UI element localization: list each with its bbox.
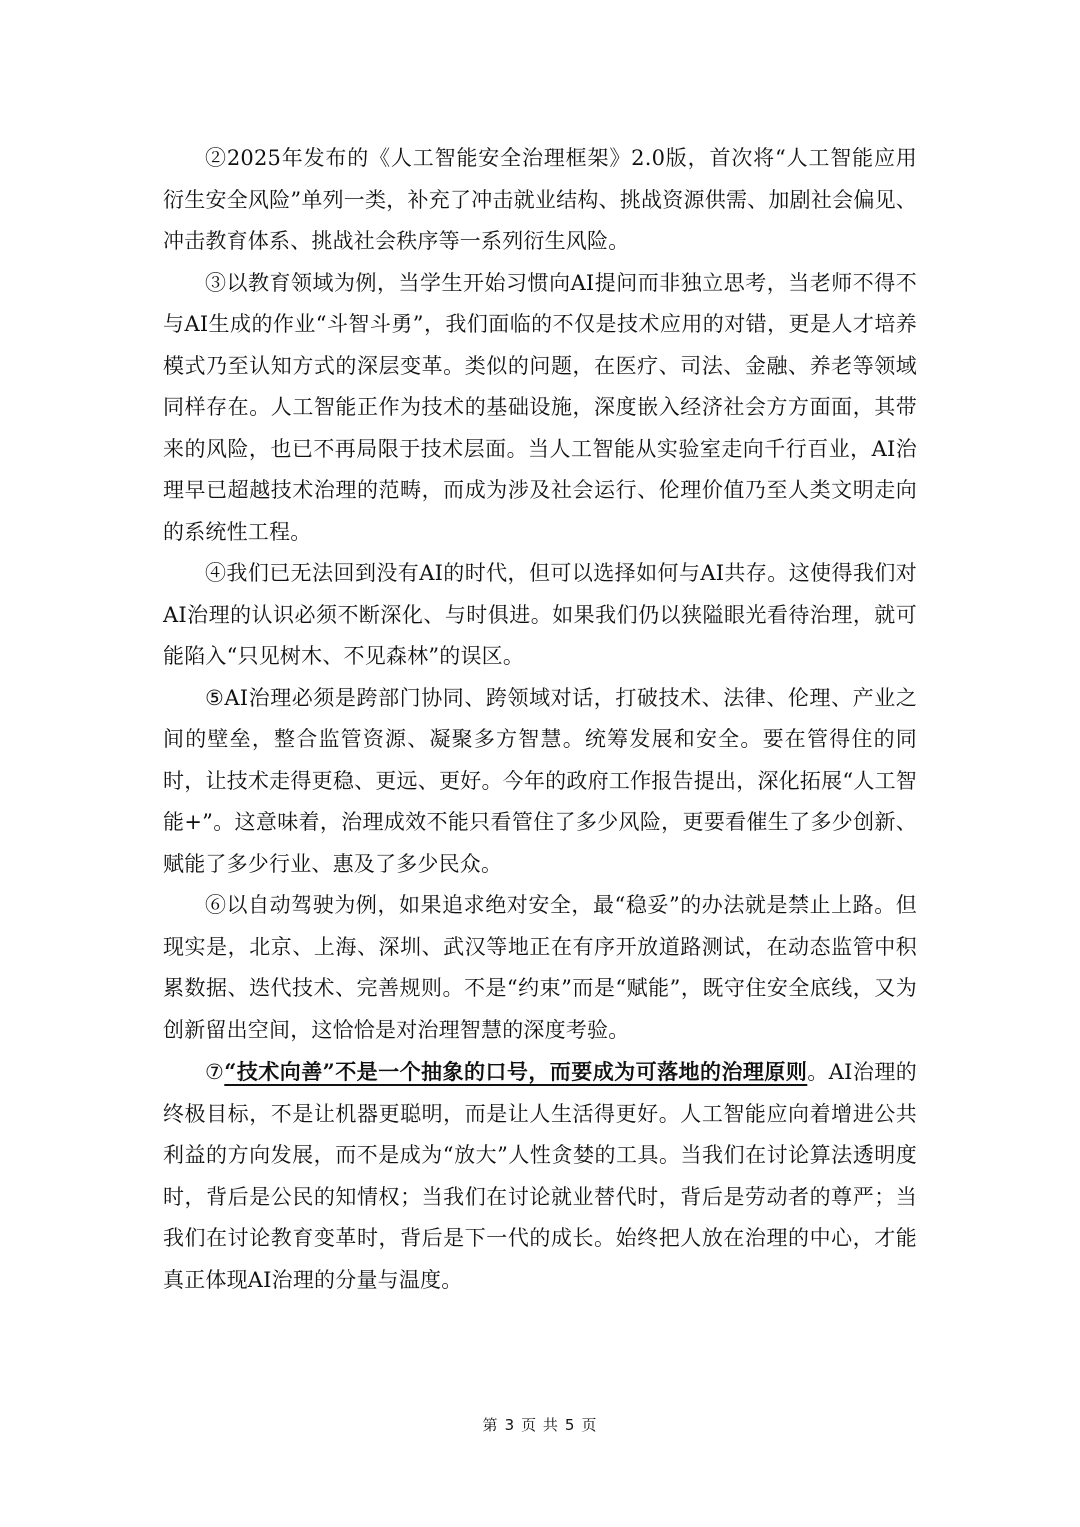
footer-suffix: 页 <box>581 1416 598 1434</box>
footer-mid: 页 共 <box>521 1416 559 1434</box>
paragraph-4: ④我们已无法回到没有AI的时代，但可以选择如何与AI共存。这使得我们对AI治理的认识必须不断深化、与时俱进。如果我们仍以狭隘眼光看待治理，就可能陷入“只见树木、不见森林”的误区。 <box>163 561 917 668</box>
article-body <box>163 138 917 1301</box>
page-footer <box>0 1414 1080 1435</box>
footer-prefix: 第 <box>482 1416 499 1434</box>
footer-page-number: 3 <box>504 1416 516 1434</box>
paragraph-5: ⑤AI治理必须是跨部门协同、跨领域对话，打破技术、法律、伦理、产业之间的壁垒，整合监管资源、凝聚多方智慧。统筹发展和安全。要在管得住的同时，让技术走得更稳、更远、更好。今年的政府工作报告提出，深化拓展“人工智能+”。这意味着，治理成效不能只看管住了多少风险，更要看催生了多少创新、赋能了多少行业、惠及了多少民众。 <box>163 685 917 876</box>
paragraph-6: ⑥以自动驾驶为例，如果追求绝对安全，最“稳妥”的办法就是禁止上路。但现实是，北京、上海、深圳、武汉等地正在有序开放道路测试，在动态监管中积累数据、迭代技术、完善规则。不是“约束”而是“赋能”，既守住安全底线，又为创新留出空间，这恰恰是对治理智慧的深度考验。 <box>163 893 917 1042</box>
paragraph-7-rest: 。AI治理的终极目标，不是让机器更聪明，而是让人生活得更好。人工智能应向着增进公共利益的方向发展，而不是成为“放大”人性贪婪的工具。当我们在讨论算法透明度时，背后是公民的知情权；当我们在讨论就业替代时，背后是劳动者的尊严；当我们在讨论教育变革时，背后是下一代的成长。始终把人放在治理的中心，才能真正体现AI治理的分量与温度。 <box>163 1060 917 1292</box>
paragraph-7-number: ⑦ <box>205 1060 225 1084</box>
footer-total-pages: 5 <box>564 1416 576 1434</box>
paragraph-2: ②2025年发布的《人工智能安全治理框架》2.0版，首次将“人工智能应用衍生安全风险”单列一类，补充了冲击就业结构、挑战资源供需、加剧社会偏见、冲击教育体系、挑战社会秩序等一系列衍生风险。 <box>163 146 917 253</box>
underlined-sentence: “技术向善”不是一个抽象的口号，而要成为可落地的治理原则 <box>224 1059 808 1084</box>
paragraph-3: ③以教育领域为例，当学生开始习惯向AI提问而非独立思考，当老师不得不与AI生成的作业“斗智斗勇”，我们面临的不仅是技术应用的对错，更是人才培养模式乃至认知方式的深层变革。类似的问题，在医疗、司法、金融、养老等领域同样存在。人工智能正作为技术的基础设施，深度嵌入经济社会方方面面，其带来的风险，也已不再局限于技术层面。当人工智能从实验室走向千行百业，AI治理早已超越技术治理的范畴，而成为涉及社会运行、伦理价值乃至人类文明走向的系统性工程。 <box>163 270 917 544</box>
paragraph-7 <box>163 1051 917 1301</box>
